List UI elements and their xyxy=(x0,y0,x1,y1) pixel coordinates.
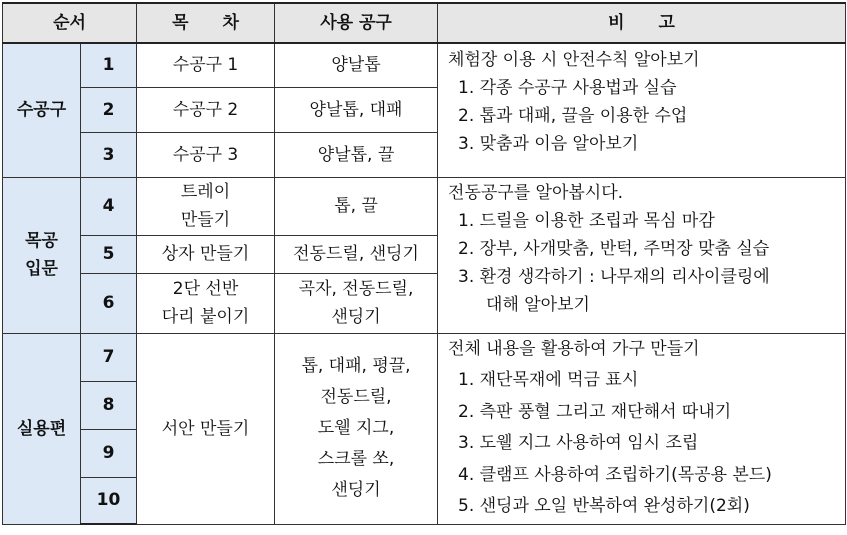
row-content-line: 다리 붙이기 xyxy=(161,307,250,327)
row-content: 상자 만들기 xyxy=(137,235,275,273)
notes-line: 체험장 이용 시 안전수칙 알아보기 xyxy=(448,50,700,70)
notes-line: 3. 환경 생각하기 : 나무재의 리사이클링에 xyxy=(458,266,770,287)
header-content: 목 차 xyxy=(137,3,275,43)
section-label-line: 입문 xyxy=(25,259,58,279)
row-content: 수공구 3 xyxy=(137,132,275,177)
row-number: 10 xyxy=(81,477,137,524)
row-tools-line: 곡자, 전동드릴, xyxy=(298,279,414,299)
row-tools: 양날톱, 대패 xyxy=(275,87,438,132)
notes-line: 1. 각종 수공구 사용법과 실습 xyxy=(458,78,677,98)
notes-line: 3. 맞춤과 이음 알아보기 xyxy=(458,134,639,154)
row-content-line: 만들기 xyxy=(180,210,231,230)
notes-line: 1. 드릴을 이용한 조립과 목심 마감 xyxy=(458,210,715,231)
row-number: 1 xyxy=(81,43,137,87)
row-tools xyxy=(275,333,438,524)
header-row xyxy=(3,3,846,43)
row-content-line: 트레이 xyxy=(180,182,231,202)
notes-line: 2. 톱과 대패, 끌을 이용한 수업 xyxy=(458,106,688,126)
header-notes: 비 고 xyxy=(438,3,846,43)
curriculum-table xyxy=(2,2,846,525)
notes-line: 3. 도웰 지그 사용하여 임시 조립 xyxy=(458,433,699,453)
row-tools-line: 톱, 대패, 평끌, xyxy=(301,356,411,376)
row-tools-line: 전동드릴, xyxy=(320,387,392,407)
notes-line: 2. 장부, 사개맞춤, 반턱, 주먹장 맞춤 실습 xyxy=(458,238,770,259)
row-tools: 양날톱, 끌 xyxy=(275,132,438,177)
row-content: 수공구 2 xyxy=(137,87,275,132)
row-number: 6 xyxy=(81,273,137,333)
notes-line: 1. 재단목재에 먹금 표시 xyxy=(458,370,639,390)
notes-line: 전체 내용을 활용하여 가구 만들기 xyxy=(448,338,700,359)
table-row xyxy=(3,43,846,87)
section-notes xyxy=(438,333,846,524)
row-tools-line: 스크롤 쏘, xyxy=(317,449,395,469)
row-number: 7 xyxy=(81,333,137,381)
row-content-line: 2단 선반 xyxy=(172,279,239,299)
row-number: 9 xyxy=(81,429,137,477)
table-row xyxy=(3,177,846,235)
row-tools: 전동드릴, 샌딩기 xyxy=(275,235,438,273)
row-tools xyxy=(275,273,438,333)
row-content xyxy=(137,273,275,333)
section-label-line: 목공 xyxy=(25,231,58,251)
header-tools: 사용 공구 xyxy=(275,3,438,43)
notes-line: 대해 알아보기 xyxy=(486,294,590,315)
row-number: 4 xyxy=(81,177,137,235)
section-notes xyxy=(438,43,846,177)
row-content: 서안 만들기 xyxy=(137,333,275,524)
notes-line: 4. 클램프 사용하여 조립하기(목공용 본드) xyxy=(458,464,772,485)
notes-line: 2. 측판 풍혈 그리고 재단해서 따내기 xyxy=(458,401,732,422)
section-label xyxy=(3,177,81,333)
row-tools-line: 도웰 지그, xyxy=(317,418,395,438)
row-content: 수공구 1 xyxy=(137,43,275,87)
table-row xyxy=(3,333,846,381)
notes-line: 5. 샌딩과 오일 반복하여 완성하기(2회) xyxy=(458,496,750,516)
row-content xyxy=(137,177,275,235)
section-label: 수공구 xyxy=(3,43,81,177)
row-number: 3 xyxy=(81,132,137,177)
section-notes xyxy=(438,177,846,333)
row-number: 8 xyxy=(81,381,137,429)
row-tools: 톱, 끌 xyxy=(275,177,438,235)
section-label: 실용편 xyxy=(3,333,81,524)
row-number: 5 xyxy=(81,235,137,273)
notes-line: 전동공구를 알아봅시다. xyxy=(448,182,624,203)
row-tools: 양날톱 xyxy=(275,43,438,87)
header-order: 순서 xyxy=(3,3,137,43)
row-tools-line: 샌딩기 xyxy=(331,480,381,500)
row-number: 2 xyxy=(81,87,137,132)
row-tools-line: 샌딩기 xyxy=(331,307,381,327)
